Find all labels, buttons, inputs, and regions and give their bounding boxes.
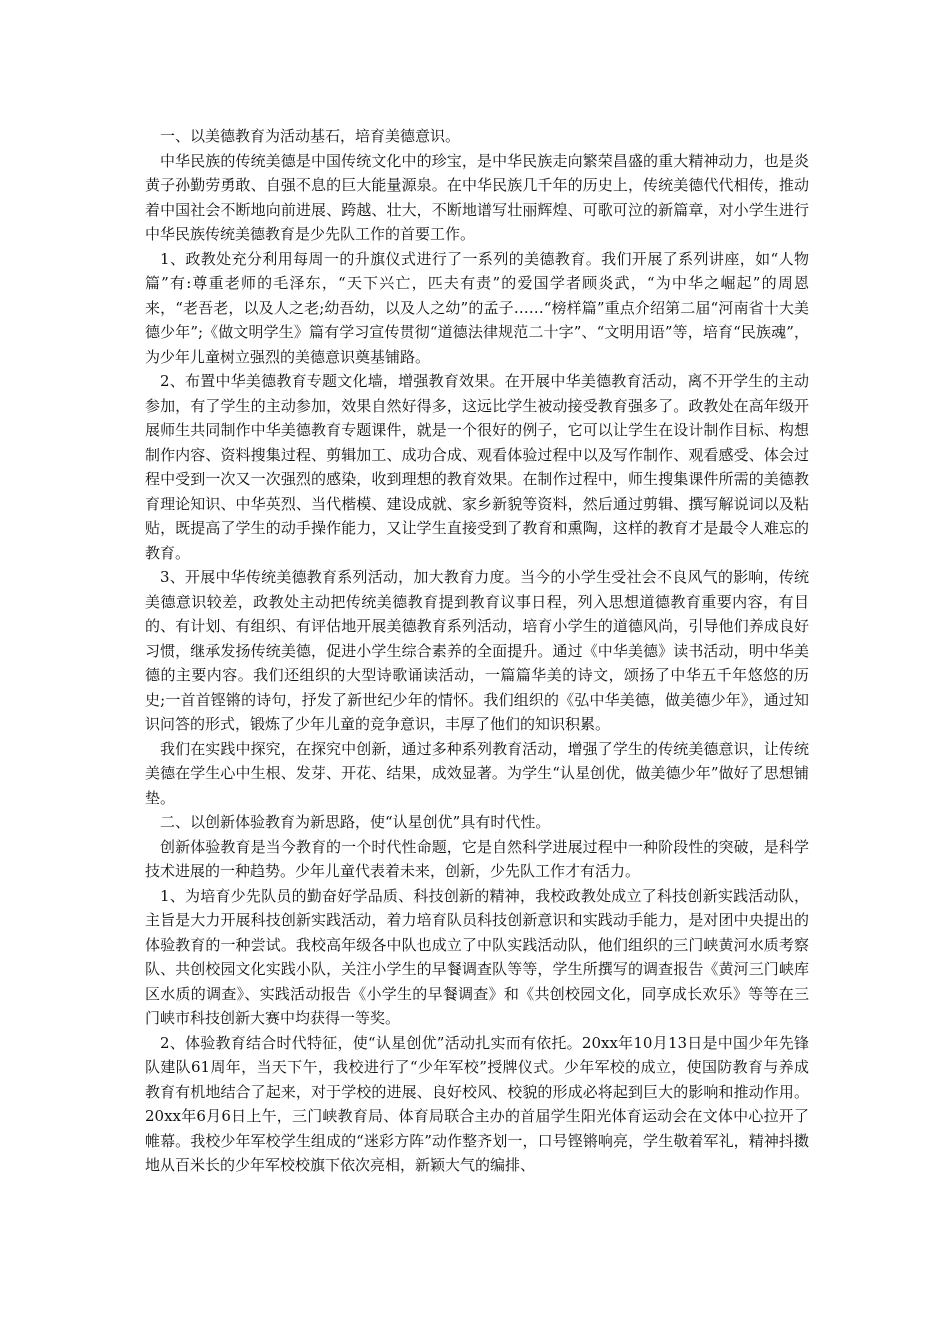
- paragraph-item-2-2: 2、体验教育结合时代特征，使“认星创优”活动扎实而有依托。20xx年10月13日是中国少年先锋队建队61周年，当天下午，我校进行了“少年军校”授牌仪式。少年军校的成立，使国防教育与养成教育有机地结合了起来，对于学校的进展、良好校风、校貌的形成必将起到巨大的影响和推动作用。20xx年6月6日上午，三门峡教育局、体育局联合主办的首届学生阳光体育运动会在文体中心拉开了帷幕。我校少年军校学生组成的“迷彩方阵”动作整齐划一，口号铿锵响亮，学生敬着军礼，精神抖擞地从百米长的少年军校校旗下依次亮相，新颖大气的编排、: [145, 1033, 809, 1174]
- paragraph-item-2: 2、布置中华美德教育专题文化墙，增强教育效果。在开展中华美德教育活动，离不开学生的主动参加，有了学生的主动参加，效果自然好得多，这远比学生被动接受教育强多了。政教处在高年级开展师生共同制作中华美德教育专题课件，就是一个很好的例子，它可以让学生在设计制作目标、构想制作内容、资料搜集过程、剪辑加工、成功合成、观看体验过程中以及写作制作、观看感受、体会过程中受到一次又一次强烈的感染，收到理想的教育效果。在制作过程中，师生搜集课件所需的美德教育理论知识、中华英烈、当代楷模、建设成就、家乡新貌等资料，然后通过剪辑、撰写解说词以及粘贴，既提高了学生的动手操作能力，又让学生直接受到了教育和熏陶，这样的教育才是最令人难忘的教育。: [145, 372, 809, 562]
- paragraph-intro: 中华民族的传统美德是中国传统文化中的珍宝，是中华民族走向繁荣昌盛的重大精神动力，也是炎黄子孙勤劳勇敢、自强不息的巨大能量源泉。在中华民族几千年的历史上，传统美德代代相传，推动着中国社会不断地向前进展、跨越、壮大，不断地谱写壮丽辉煌、可歌可泣的新篇章，对小学生进行中华民族传统美德教育是少先队工作的首要工作。: [145, 151, 809, 243]
- paragraph-intro-2: 创新体验教育是当今教育的一个时代性命题，它是自然科学进展过程中一种阶段性的突破，是科学技术进展的一种趋势。少年儿童代表着未来，创新，少先队工作才有活力。: [145, 837, 809, 880]
- section-heading-1: 一、以美德教育为活动基石，培育美德意识。: [160, 127, 461, 145]
- paragraph-item-3: 3、开展中华传统美德教育系列活动，加大教育力度。当今的小学生受社会不良风气的影响，传统美德意识较差，政教处主动把传统美德教育提到教育议事日程，列入思想道德教育重要内容，有目的、有计划、有组织、有评估地开展美德教育系列活动，培育小学生的道德风尚，引导他们养成良好习惯，继承发扬传统美德，促进小学生综合素养的全面提升。通过《中华美德》读书活动，明中华美德的主要内容。我们还组织的大型诗歌诵读活动，一篇篇华美的诗文，颂扬了中华五千年悠悠的历史;一首首铿锵的诗句，抒发了新世纪少年的情怀。我们组织的《弘中华美德，做美德少年》，通过知识问答的形式，锻炼了少年儿童的竞争意识，丰厚了他们的知识积累。: [145, 568, 809, 733]
- paragraph-summary: 我们在实践中探究，在探究中创新，通过多种系列教育活动，增强了学生的传统美德意识，让传统美德在学生心中生根、发芽、开花、结果，成效显著。为学生“认星创优，做美德少年”做好了思想铺垫。: [145, 739, 809, 807]
- paragraph-item-2-1: 1、为培育少先队员的勤奋好学品质、科技创新的精神，我校政教处成立了科技创新实践活动队，主旨是大力开展科技创新实践活动，着力培育队员科技创新意识和实践动手能力，是对团中央提出的体验教育的一种尝试。我校高年级各中队也成立了中队实践活动队，他们组织的三门峡黄河水质考察队、共创校园文化实践小队，关注小学生的早餐调查队等等，学生所撰写的调查报告《黄河三门峡库区水质的调查》、实践活动报告《小学生的早餐调查》和《共创校园文化，同享成长欢乐》等等在三门峡市科技创新大赛中均获得一等奖。: [145, 886, 809, 1027]
- document-page: [145, 124, 809, 1178]
- paragraph-item-1: 1、政教处充分利用每周一的升旗仪式进行了一系列的美德教育。我们开展了系列讲座，如“人物篇”有:尊重老师的毛泽东，“天下兴亡，匹夫有责”的爱国学者顾炎武，“为中华之崛起”的周恩来，“老吾老，以及人之老;幼吾幼，以及人之幼”的孟子……“榜样篇”重点介绍第二届“河南省十大美德少年”;《做文明学生》篇有学习宣传贯彻“道德法律规范二十字”、“文明用语”等，培育“民族魂”，为少年儿童树立强烈的美德意识奠基铺路。: [145, 249, 809, 366]
- section-heading-2: 二、以创新体验教育为新思路，使“认星创优”具有时代性。: [160, 813, 551, 831]
